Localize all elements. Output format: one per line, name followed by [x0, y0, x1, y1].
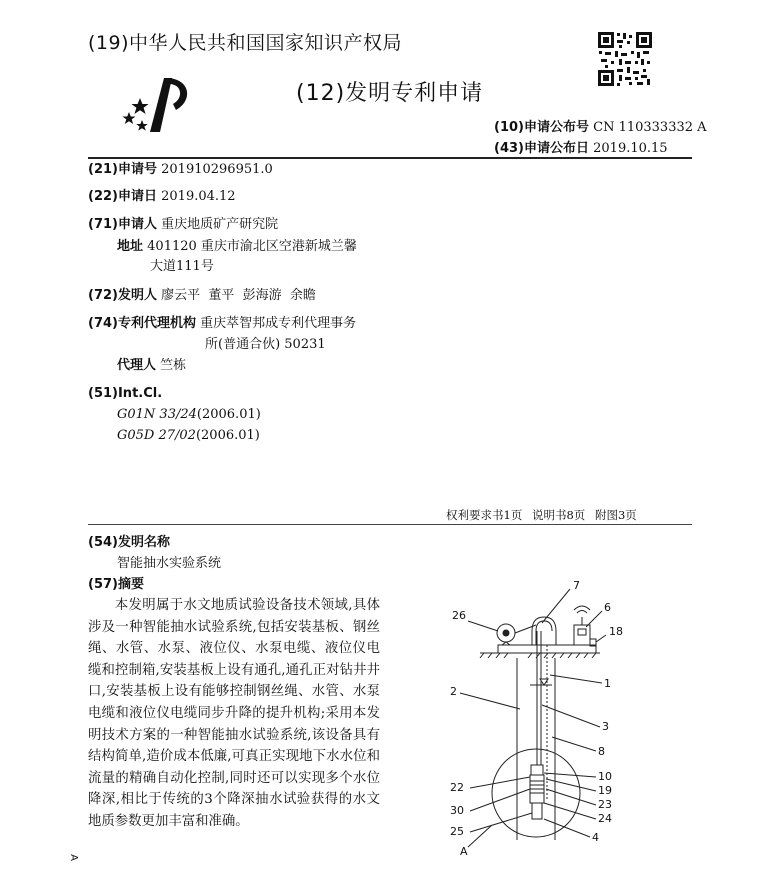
application-number-label: (21)申请号 [88, 162, 157, 177]
application-number-value: 201910296951.0 [161, 162, 273, 177]
label-1: 1 [604, 677, 611, 690]
address [117, 237, 357, 257]
header-divider [88, 157, 692, 159]
int-cl-label [88, 384, 162, 404]
label-26: 26 [452, 609, 466, 622]
abstract-text: 本发明属于水文地质试验设备技术领域,具体涉及一种智能抽水试验系统,包括安装基板、钢丝绳、水管、水泵、液位仪、水泵电缆、液位仪电缆和控制箱,安装基板上设有通孔,通孔正对钻井井口,安装基板上设有能够控制钢丝绳、水管、水泵电缆和液位仪电缆同步升降的提升机构;采用本发明技术方案的一种智能抽水试验系统,该设备具有结构简单,造价成本低廉,可真正实现地下水水位和流量的精确自动化控制,同时还可以实现多个水位降深,相比于传统的3个降深抽水试验获得的水文地质参数更加丰富和准确。 [88, 598, 380, 829]
applicant [88, 215, 278, 235]
label-18: 18 [609, 625, 623, 638]
page-counts: 权利要求书1页 说明书8页 附图3页 [446, 508, 637, 522]
label-23: 23 [598, 798, 612, 811]
ground-hatch [480, 653, 596, 658]
pump-motor [532, 803, 542, 819]
margin-mark: A [67, 854, 79, 861]
label-30: 30 [450, 804, 464, 817]
label-3: 3 [602, 720, 609, 733]
ipc-code-2: G05D 27/02 [117, 428, 196, 443]
label-19: 19 [598, 784, 612, 797]
pump-connector [531, 765, 543, 775]
label-22: 22 [450, 781, 464, 794]
ipc-date-2: (2006.01) [195, 428, 260, 443]
inventors-label: (72)发明人 [88, 288, 157, 303]
invention-title: 智能抽水实验系统 [117, 556, 222, 571]
address-line-1: 401120 重庆市渝北区空港新城兰馨 [147, 239, 357, 254]
steel-rope [515, 625, 536, 633]
ipc-classification-1 [117, 405, 261, 425]
cnipa-logo-icon [120, 70, 198, 136]
label-A: A [460, 845, 468, 858]
patent-agency [88, 314, 356, 334]
inventors [88, 286, 316, 306]
ipc-classification-2 [117, 426, 260, 446]
office-name: (19)中华人民共和国国家知识产权局 [88, 32, 403, 54]
inventors-value: 廖云平 董平 彭海游 余瞻 [161, 288, 316, 303]
abstract-figure [440, 575, 660, 860]
application-date [88, 187, 236, 207]
label-6: 6 [604, 601, 611, 614]
title-label [88, 533, 170, 553]
label-2: 2 [450, 685, 457, 698]
title-label-text: (54)发明名称 [88, 535, 170, 550]
abstract-label-text: (57)摘要 [88, 577, 144, 592]
abstract-label [88, 575, 144, 595]
label-7: 7 [573, 579, 580, 592]
label-24: 24 [598, 812, 612, 825]
publication-number-value: CN 110333332 A [593, 120, 707, 135]
qr-code-icon [597, 31, 653, 87]
address-line-2: 大道111号 [150, 259, 214, 274]
agent-value: 竺栋 [160, 358, 187, 373]
label-10: 10 [598, 770, 612, 783]
agent [117, 356, 186, 376]
patent-agency-line-2: 所(普通合伙) 50231 [205, 337, 326, 352]
publication-number-label: (10)申请公布号 [494, 120, 589, 135]
applicant-value: 重庆地质矿产研究院 [161, 217, 279, 232]
document-type: (12)发明专利申请 [296, 81, 484, 106]
publication-date-value: 2019.10.15 [593, 141, 668, 156]
patent-agency-label: (74)专利代理机构 [88, 316, 196, 331]
applicant-label: (71)申请人 [88, 217, 157, 232]
ipc-code-1: G01N 33/24 [117, 407, 197, 422]
application-date-label: (22)申请日 [88, 189, 157, 204]
publication-number [494, 116, 707, 135]
address-label: 地址 [117, 239, 144, 254]
application-number [88, 160, 273, 180]
label-25: 25 [450, 825, 464, 838]
agent-label: 代理人 [117, 358, 157, 373]
label-4: 4 [592, 831, 599, 844]
application-date-value: 2019.04.12 [161, 189, 236, 204]
int-cl-label-text: (51)Int.Cl. [88, 386, 163, 401]
patent-agency-line-1: 重庆萃智邦成专利代理事务 [200, 316, 357, 331]
ipc-date-1: (2006.01) [196, 407, 261, 422]
label-8: 8 [598, 745, 605, 758]
section-divider [88, 524, 692, 525]
publication-date-label: (43)申请公布日 [494, 141, 589, 156]
publication-date [494, 137, 668, 156]
